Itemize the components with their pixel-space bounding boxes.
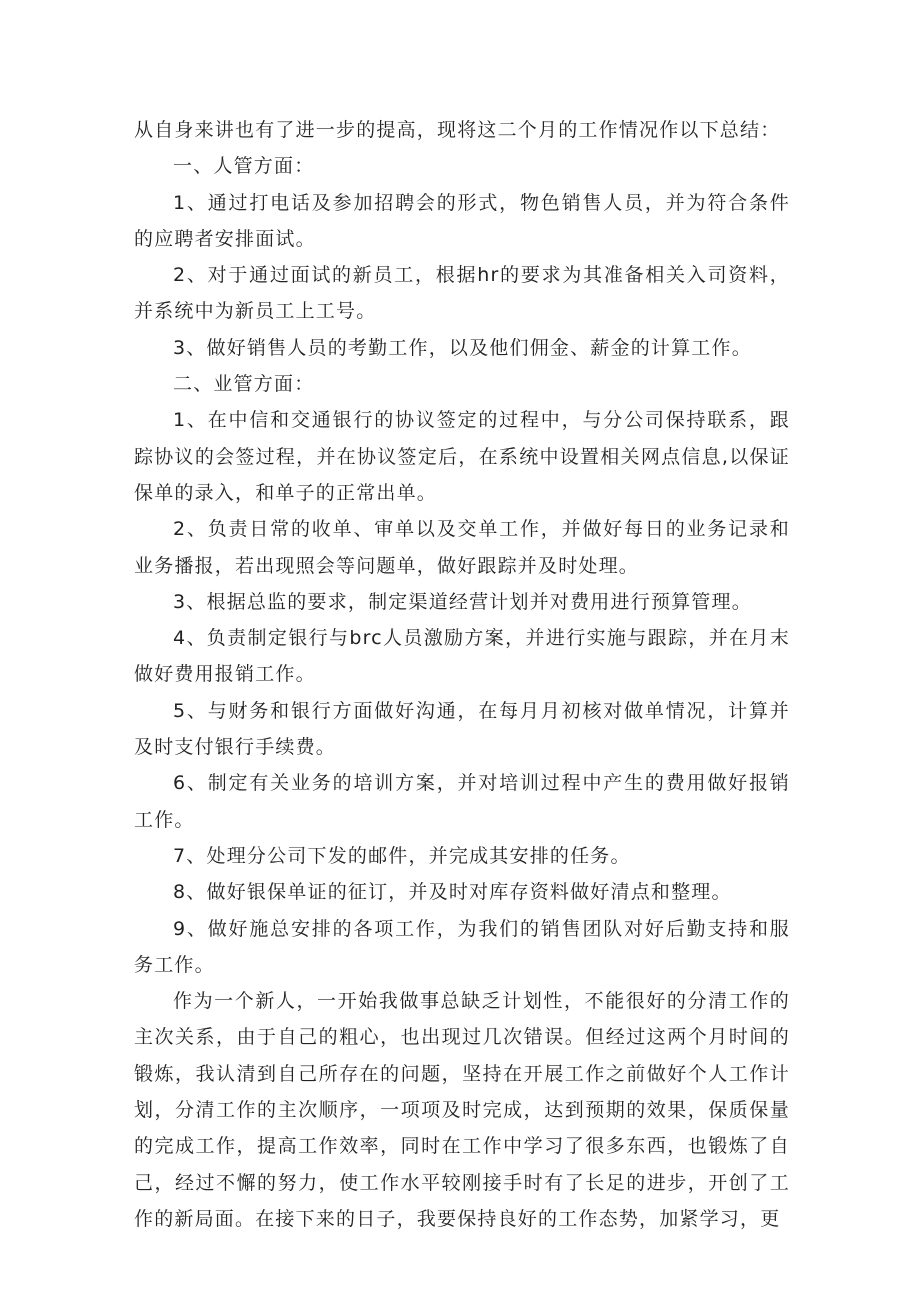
section-heading-business: 二、业管方面： <box>173 373 315 396</box>
paragraph-business-1: 1、在中信和交通银行的协议签定的过程中，与分公司保持联系，跟踪协议的会签过程，并在协议签定后，在系统中设置相关网点信息,以保证保单的录入，和单子的正常出单。 <box>134 409 790 504</box>
paragraph-business-9: 9、做好施总安排的各项工作，为我们的销售团队对好后勤支持和服务工作。 <box>134 917 790 976</box>
paragraph-business-8: 8、做好银保单证的征订，并及时对库存资料做好清点和整理。 <box>173 881 732 904</box>
paragraph-business-5: 5、与财务和银行方面做好沟通，在每月月初核对做单情况，计算并及时支付银行手续费。 <box>134 699 790 759</box>
section-heading-personnel: 一、人管方面： <box>173 155 315 178</box>
paragraph-personnel-1: 1、通过打电话及参加招聘会的形式，物色销售人员，并为符合条件的应聘者安排面试。 <box>134 191 790 250</box>
paragraph-business-6: 6、制定有关业务的培训方案，并对培训过程中产生的费用做好报销工作。 <box>134 772 790 831</box>
paragraph-personnel-3: 3、做好销售人员的考勤工作，以及他们佣金、薪金的计算工作。 <box>173 336 752 359</box>
paragraph-intro: 从自身来讲也有了进一步的提高，现将这二个月的工作情况作以下总结： <box>134 119 781 141</box>
paragraph-reflection: 作为一个新人，一开始我做事总缺乏计划性，不能很好的分清工作的主次关系，由于自己的粗心，也出现过几次错误。但经过这两个月时间的锻炼，我认清到自己所存在的问题，坚持在开展工作之前做好个人工作计划，分清工作的主次顺序，一项项及时完成，达到预期的效果，保质保量的完成工作，提高工作效率，同时在工作中学习了很多东西，也锻炼了自己，经过不懈的努力，使工作水平较刚接手时有了长足的进步，开创了工作的新局面。在接下来的日子，我要保持良好的工作态势，加紧学习，更 <box>134 990 790 1230</box>
paragraph-personnel-2: 2、对于通过面试的新员工，根据hr的要求为其准备相关入司资料，并系统中为新员工上工号。 <box>134 264 790 323</box>
paragraph-business-3: 3、根据总监的要求，制定渠道经营计划并对费用进行预算管理。 <box>173 590 752 613</box>
paragraph-business-7: 7、处理分公司下发的邮件，并完成其安排的任务。 <box>173 844 631 867</box>
paragraph-business-2: 2、负责日常的收单、审单以及交单工作，并做好每日的业务记录和业务播报，若出现照会等问题单，做好跟踪并及时处理。 <box>134 518 790 577</box>
paragraph-business-4: 4、负责制定银行与brc人员激励方案，并进行实施与跟踪，并在月末做好费用报销工作。 <box>134 627 790 686</box>
document-body <box>134 112 790 1237</box>
